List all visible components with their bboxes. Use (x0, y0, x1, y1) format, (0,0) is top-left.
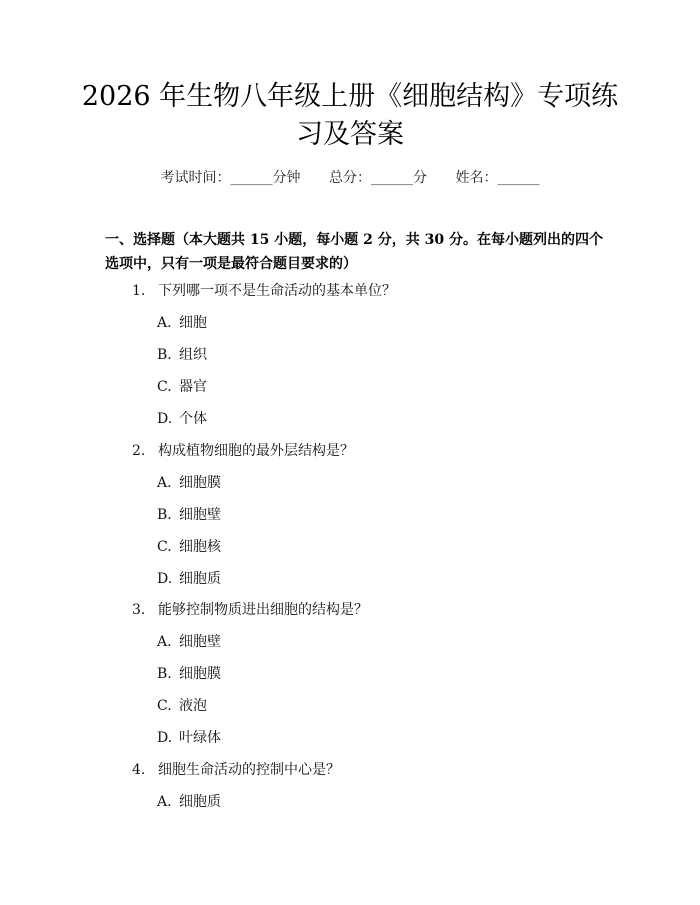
option-text: 组织 (179, 347, 207, 363)
question-2-option-b (157, 505, 221, 525)
question-3 (132, 600, 368, 620)
question-4-option-a (157, 792, 221, 812)
question-2 (132, 441, 354, 461)
option-letter: D. (157, 730, 173, 746)
option-text: 细胞核 (179, 539, 221, 555)
option-text: 叶绿体 (179, 730, 221, 746)
option-letter: C. (157, 379, 172, 395)
question-text: 下列哪一项不是生命活动的基本单位？ (158, 283, 396, 299)
question-number: 4. (132, 762, 146, 778)
question-2-option-d (157, 569, 221, 589)
total-score-field: 总分：______分 (329, 170, 427, 186)
question-3-option-d (157, 728, 221, 748)
option-letter: A. (157, 315, 172, 331)
question-2-option-a (157, 473, 221, 493)
option-text: 细胞质 (179, 571, 221, 587)
option-text: 个体 (179, 411, 207, 427)
option-letter: C. (157, 539, 172, 555)
question-3-option-b (157, 664, 221, 684)
option-text: 细胞壁 (179, 507, 221, 523)
question-number: 3. (132, 602, 146, 618)
option-letter: A. (157, 634, 172, 650)
option-letter: D. (157, 411, 173, 427)
question-4 (132, 760, 340, 780)
exam-time-field: 考试时间：______分钟 (160, 170, 301, 186)
option-letter: B. (157, 507, 172, 523)
option-letter: B. (157, 347, 172, 363)
option-text: 器官 (179, 379, 207, 395)
question-text: 细胞生命活动的控制中心是？ (158, 762, 340, 778)
option-letter: B. (157, 666, 172, 682)
option-letter: A. (157, 794, 172, 810)
question-text: 能够控制物质进出细胞的结构是？ (158, 602, 368, 618)
option-letter: A. (157, 475, 172, 491)
question-1-option-a (157, 313, 207, 333)
question-number: 1. (132, 283, 146, 299)
question-1 (132, 281, 396, 301)
option-text: 细胞膜 (179, 666, 221, 682)
option-text: 液泡 (179, 698, 207, 714)
question-1-option-b (157, 345, 207, 365)
exam-info-line (0, 167, 700, 189)
question-number: 2. (132, 443, 146, 459)
student-name-field: 姓名：______ (455, 170, 540, 186)
question-1-option-c (157, 377, 207, 397)
option-text: 细胞 (179, 315, 207, 331)
question-1-option-d (157, 409, 207, 429)
question-3-option-a (157, 632, 221, 652)
question-3-option-c (157, 696, 207, 716)
section-heading-multiple-choice: 一、选择题（本大题共 15 小题，每小题 2 分，共 30 分。在每小题列出的四个选项中，只有一项是最符合题目要求的） (105, 232, 603, 272)
question-2-option-c (157, 537, 221, 557)
option-letter: C. (157, 698, 172, 714)
option-text: 细胞质 (179, 794, 221, 810)
document-title: 2026 年生物八年级上册《细胞结构》专项练习及答案 (81, 81, 619, 150)
option-text: 细胞膜 (179, 475, 221, 491)
question-text: 构成植物细胞的最外层结构是？ (158, 443, 354, 459)
option-letter: D. (157, 571, 173, 587)
option-text: 细胞壁 (179, 634, 221, 650)
